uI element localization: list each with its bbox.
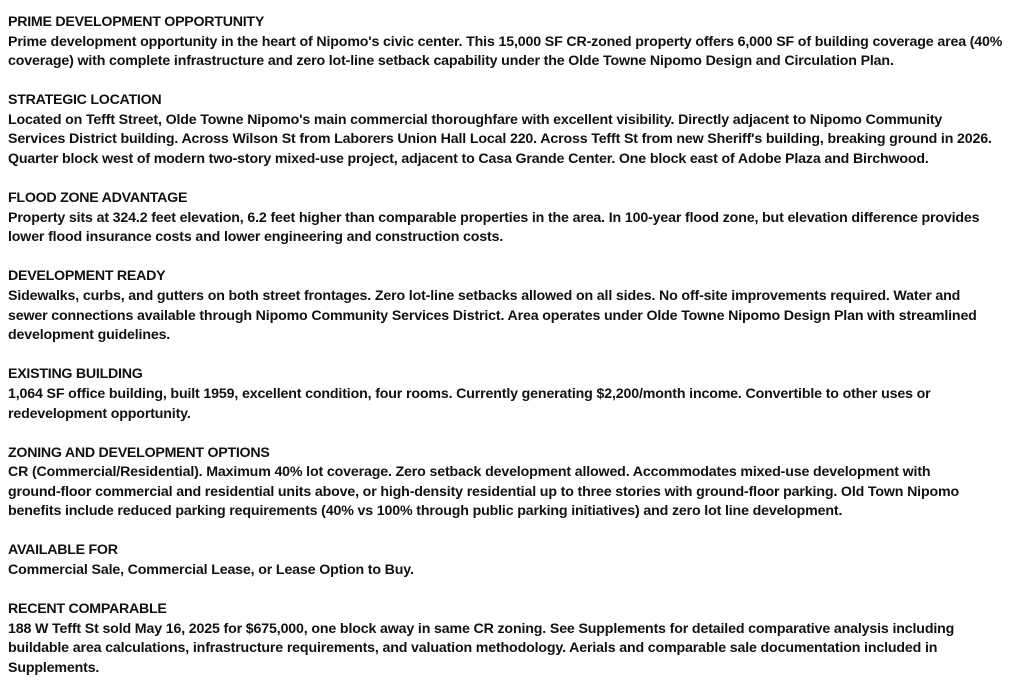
section-body-line: Sidewalks, curbs, and gutters on both street frontages. Zero lot-line setbacks allowed on all sides. No off-site improvements required. Water and: [8, 288, 961, 305]
section-body-line: 1,064 SF office building, built 1959, excellent condition, four rooms. Currently generating $2,200/month income. Convertible to other uses or: [8, 385, 931, 402]
section-heading: AVAILABLE FOR: [8, 542, 118, 559]
section-body-line: Supplements.: [8, 659, 100, 676]
section-strategic-location: [8, 91, 1022, 169]
section-prime-development-opportunity: [8, 13, 1022, 72]
listing-document: [8, 13, 1022, 698]
section-heading: DEVELOPMENT READY: [8, 268, 166, 285]
section-heading: ZONING AND DEVELOPMENT OPTIONS: [8, 444, 270, 461]
section-body-line: Commercial Sale, Commercial Lease, or Lease Option to Buy.: [8, 562, 414, 579]
section-heading: FLOOD ZONE ADVANTAGE: [8, 190, 188, 207]
section-body-line: Property sits at 324.2 feet elevation, 6.2 feet higher than comparable properties in the area. In 100-year flood zone, but elevation difference provides: [8, 209, 980, 226]
section-heading: EXISTING BUILDING: [8, 366, 143, 383]
section-existing-building: [8, 365, 1022, 424]
section-body-line: Prime development opportunity in the heart of Nipomo's civic center. This 15,000 SF CR-zoned property offers 6,000 SF of building coverage area (40%: [8, 33, 1003, 50]
section-body-line: buildable area calculations, infrastructure requirements, and valuation methodology. Aerials and comparable sale documentation included in: [8, 640, 938, 657]
section-body-line: ground-floor commercial and residential units above, or high-density residential up to three stories with ground-floor parking. Old Town Nipomo: [8, 483, 959, 500]
section-body-line: Quarter block west of modern two-story mixed-use project, adjacent to Casa Grande Center. One block east of Adobe Plaza and Birchwood.: [8, 151, 929, 168]
section-body-line: CR (Commercial/Residential). Maximum 40% lot coverage. Zero setback development allowed. Accommodates mixed-use development with: [8, 464, 931, 481]
section-recent-comparable: [8, 600, 1022, 678]
section-heading: RECENT COMPARABLE: [8, 601, 167, 618]
section-heading: STRATEGIC LOCATION: [8, 92, 162, 109]
section-heading: PRIME DEVELOPMENT OPPORTUNITY: [8, 14, 265, 30]
section-body-line: Services District building. Across Wilson St from Laborers Union Hall Local 220. Across Tefft St from new Sheriff's building, breaking ground in 2026.: [8, 131, 992, 148]
section-body-line: development guidelines.: [8, 327, 171, 344]
section-body-line: benefits include reduced parking requirements (40% vs 100% through public parking initiatives) and zero lot line development.: [8, 503, 843, 520]
section-body-line: redevelopment opportunity.: [8, 405, 191, 422]
section-development-ready: [8, 267, 1022, 345]
section-body-line: sewer connections available through Nipomo Community Services District. Area operates under Olde Towne Nipomo Design Plan with streamlined: [8, 307, 977, 324]
section-zoning-and-development-options: [8, 444, 1022, 522]
section-flood-zone-advantage: [8, 189, 1022, 248]
section-available-for: [8, 541, 1022, 580]
section-body-line: Located on Tefft Street, Olde Towne Nipomo's main commercial thoroughfare with excellent visibility. Directly adjacent to Nipomo Community: [8, 111, 943, 128]
section-body-line: lower flood insurance costs and lower engineering and construction costs.: [8, 229, 504, 246]
section-body-line: coverage) with complete infrastructure and zero lot-line setback capability under the Olde Towne Nipomo Design and Circulation Plan.: [8, 53, 894, 70]
section-body-line: 188 W Tefft St sold May 16, 2025 for $675,000, one block away in same CR zoning. See Supplements for detailed comparative analysis including: [8, 620, 955, 637]
